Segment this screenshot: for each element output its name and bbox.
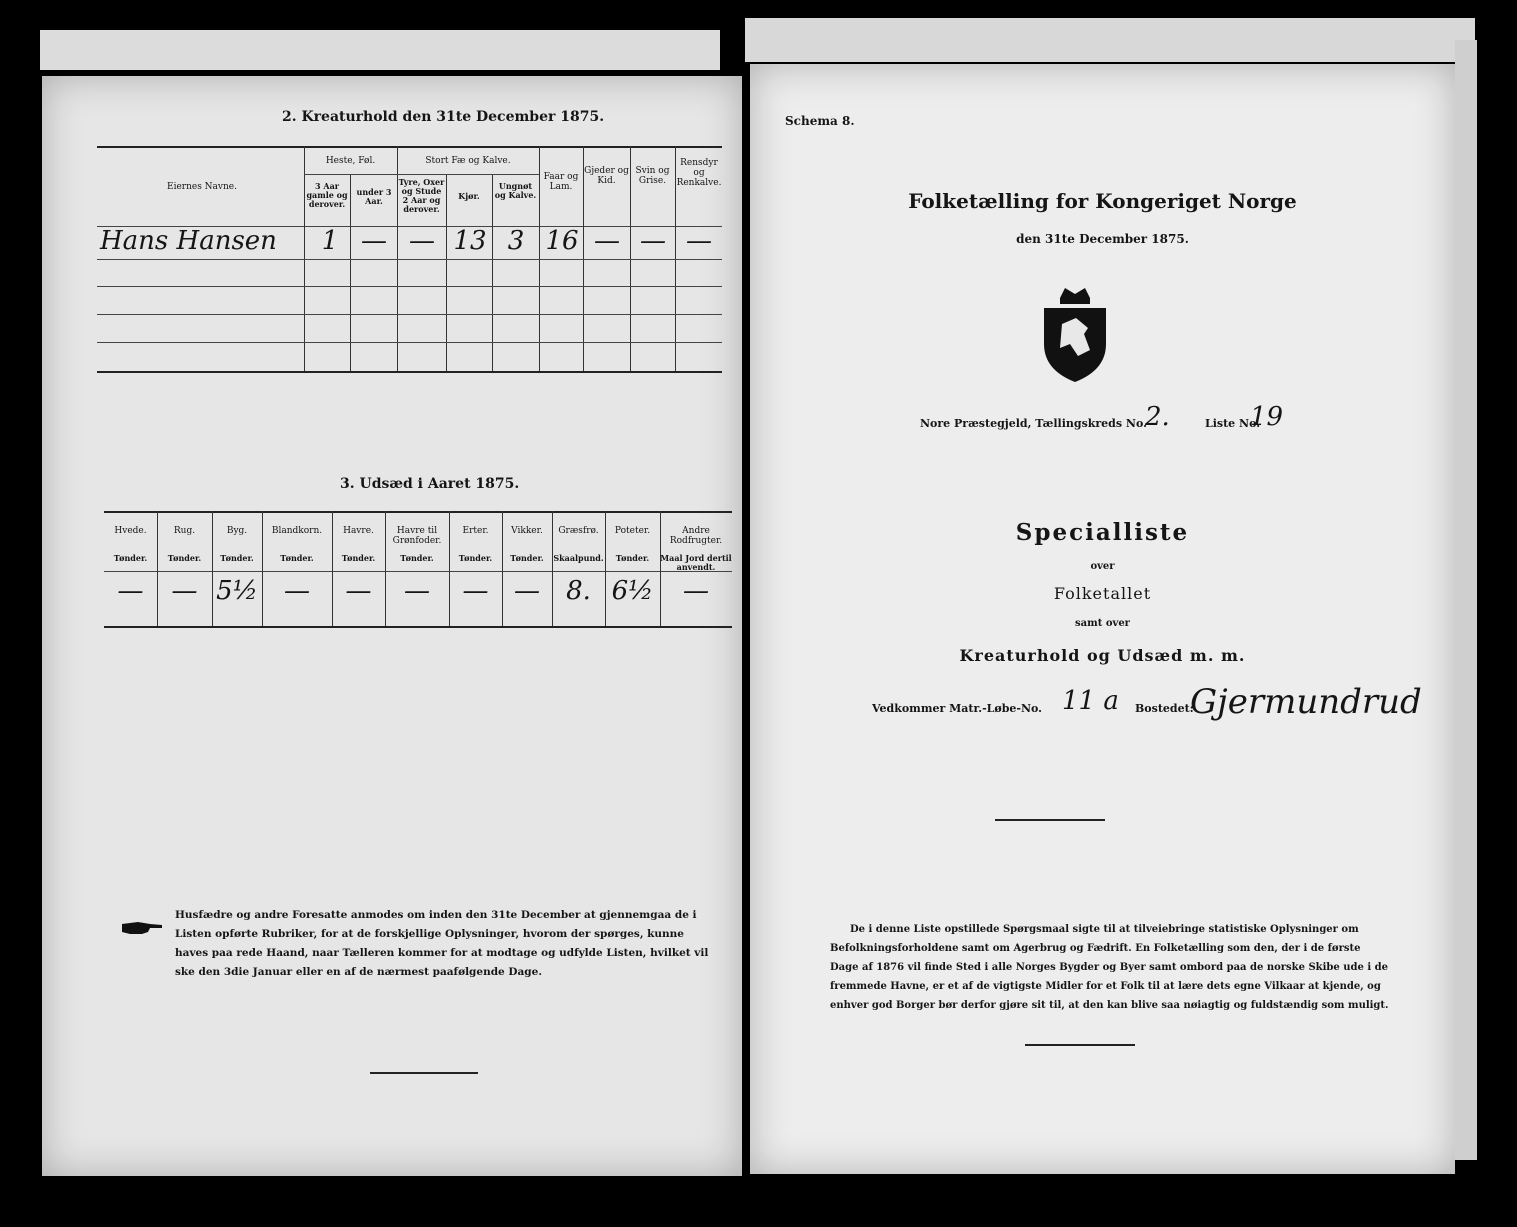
bosted-name: Gjermundrud — [1190, 682, 1422, 722]
seed-header-name: Poteter. — [614, 526, 651, 536]
right-end-rule — [1025, 1044, 1135, 1046]
seed-header-unit: Tønder. — [510, 553, 544, 563]
seed-header-rule — [104, 571, 732, 572]
matr-label: Vedkommer Matr.-Løbe-No. — [872, 702, 1042, 715]
cell-cattle-c: 3 — [507, 226, 525, 256]
kreaturhold-heading: Kreaturhold og Udsæd m. m. — [959, 646, 1246, 665]
main-title-text: Folketælling for Kongeriget Norge — [908, 189, 1297, 213]
header-pigs: Svin og Grise. — [635, 166, 670, 186]
subheader-rule — [304, 174, 539, 175]
seed-header-name: Andre Rodfrugter. — [669, 526, 723, 546]
header-owner: Eiernes Navne. — [167, 182, 237, 192]
seed-header-unit: Maal Jord dertil anvendt. — [660, 553, 732, 572]
seed-header-unit: Skaalpund. — [553, 553, 604, 563]
row-rule — [97, 342, 722, 343]
seed-cell: — — [117, 576, 144, 606]
seed-cell: — — [345, 576, 372, 606]
folketallet-heading: Folketallet — [1053, 584, 1152, 603]
seed-header-name: Havre. — [343, 526, 374, 536]
section2-title: 2. Kreaturhold den 31te December 1875. — [282, 109, 605, 125]
seed-cell: — — [404, 576, 430, 606]
header-cattle-c: Ungnøt og Kalve. — [494, 181, 537, 200]
cell-horses-b: — — [361, 226, 387, 256]
cell-pigs: — — [640, 226, 666, 256]
seed-cell: 8. — [566, 576, 591, 606]
cell-sheep: 16 — [545, 226, 579, 256]
cell-reindeer: — — [686, 226, 712, 256]
seed-header-unit: Tønder. — [220, 553, 254, 563]
seed-header-name: Græsfrø. — [558, 526, 599, 536]
coat-of-arms-icon — [1030, 284, 1120, 384]
schema-label: Schema 8. — [785, 114, 855, 128]
seed-header-name: Havre til Grønfoder. — [392, 526, 442, 546]
cell-cattle-b: 13 — [453, 226, 487, 256]
right-mid-rule — [995, 819, 1105, 821]
header-reindeer: Rensdyr og Renkalve. — [676, 158, 722, 188]
seed-top-rule — [104, 511, 732, 513]
right-page — [750, 64, 1455, 1174]
district-no: 2. — [1145, 402, 1170, 432]
seed-cell: — — [462, 576, 489, 606]
right-page-side-edge — [1455, 40, 1477, 1160]
seed-header-name: Byg. — [226, 526, 248, 536]
seed-header-unit: Tønder. — [341, 553, 376, 563]
seed-cell: 6½ — [611, 576, 654, 606]
header-cattle: Stort Fæ og Kalve. — [425, 156, 511, 166]
owner-name: Hans Hansen — [100, 226, 277, 256]
matr-no: 11 a — [1062, 686, 1119, 716]
header-cattle-a: Tyre, Oxer og Stude 2 Aar og derover. — [398, 177, 445, 214]
seed-header-unit: Tønder. — [458, 553, 493, 563]
header-goats: Gjeder og Kid. — [584, 166, 629, 186]
cell-cattle-a: — — [409, 226, 435, 256]
seed-header-name: Hvede. — [114, 526, 147, 536]
table-bottom-rule — [97, 371, 722, 373]
notice-text: Husfædre og andre Foresatte anmodes om inden den 31te December at gjennemgaa de i Listen opførte Rubriker, for at de forskjellige Oplysninger, hvorom der spørges, kunne haves paa rede Haand, naar Tælleren kommer for at modtage og udfylde Listen, hvilket vil ske den 3die Januar eller en af de nærmest paafølgende Dage. — [175, 909, 709, 978]
header-horses-b: under 3 Aar. — [356, 187, 392, 206]
bosted-label: Bostedet: — [1135, 702, 1194, 715]
seed-header-name: Erter. — [462, 526, 489, 536]
header-horses: Heste, Føl. — [325, 156, 376, 166]
census-date: den 31te December 1875. — [1016, 232, 1189, 246]
seed-header-unit: Tønder. — [280, 553, 314, 563]
cell-horses-a: 1 — [321, 226, 339, 256]
row-rule — [97, 286, 722, 287]
seed-cell: 5½ — [216, 576, 258, 606]
section3-title: 3. Udsæd i Aaret 1875. — [340, 476, 520, 492]
main-title — [750, 189, 1455, 213]
seed-bottom-rule — [104, 626, 732, 628]
seed-header-unit: Tønder. — [113, 553, 148, 563]
seed-header-name: Rug. — [173, 526, 196, 536]
row-rule — [97, 314, 722, 315]
seed-cell: — — [683, 576, 709, 606]
samt-over-text: samt over — [1075, 618, 1130, 629]
seed-header-unit: Tønder. — [167, 553, 202, 563]
parish-label: Nore Præstegjeld, Tællingskreds No. — [920, 417, 1147, 430]
left-page-back-edge — [40, 30, 720, 70]
right-page-back-edge — [745, 18, 1475, 62]
header-cattle-b: Kjør. — [458, 191, 480, 201]
row-rule — [97, 259, 722, 260]
specialliste-heading: Specialliste — [1015, 519, 1190, 546]
list-label: Liste No. — [1205, 417, 1261, 430]
pointing-hand-icon — [120, 918, 164, 938]
seed-cell: — — [514, 576, 540, 606]
left-end-rule — [370, 1072, 478, 1074]
seed-header-name: Blandkorn. — [271, 526, 323, 536]
header-horses-a: 3 Aar gamle og derover. — [306, 181, 348, 209]
over-text: over — [1090, 561, 1115, 572]
info-paragraph: De i denne Liste opstillede Spørgsmaal sigte til at tilveiebringe statistiske Oplysninger om Befolkningsforholdene samt om Agerbrug og Fædrift. En Folketælling som den, der i de første Dage af 1876 vil finde Sted i alle Norges Bygder og Byer samt ombord paa de norske Skibe ude i de fremmede Havne, er et af de vigtigste Midler for et Folk til at lære dets egne Vilkaar at kjende, og enhver god Borger bør derfor gjøre sit til, at den kan blive saa nøiagtig og fuldstændig som muligt. — [830, 924, 1389, 1011]
seed-header-name: Vikker. — [511, 526, 543, 536]
list-no: 19 — [1250, 402, 1284, 432]
seed-header-unit: Tønder. — [615, 553, 650, 563]
cell-goats: — — [594, 226, 620, 256]
table-top-rule — [97, 146, 722, 148]
seed-header-unit: Tønder. — [400, 553, 434, 563]
header-sheep: Faar og Lam. — [543, 172, 579, 192]
seed-cell: — — [284, 576, 310, 606]
seed-cell: — — [171, 576, 198, 606]
left-page — [42, 76, 742, 1176]
